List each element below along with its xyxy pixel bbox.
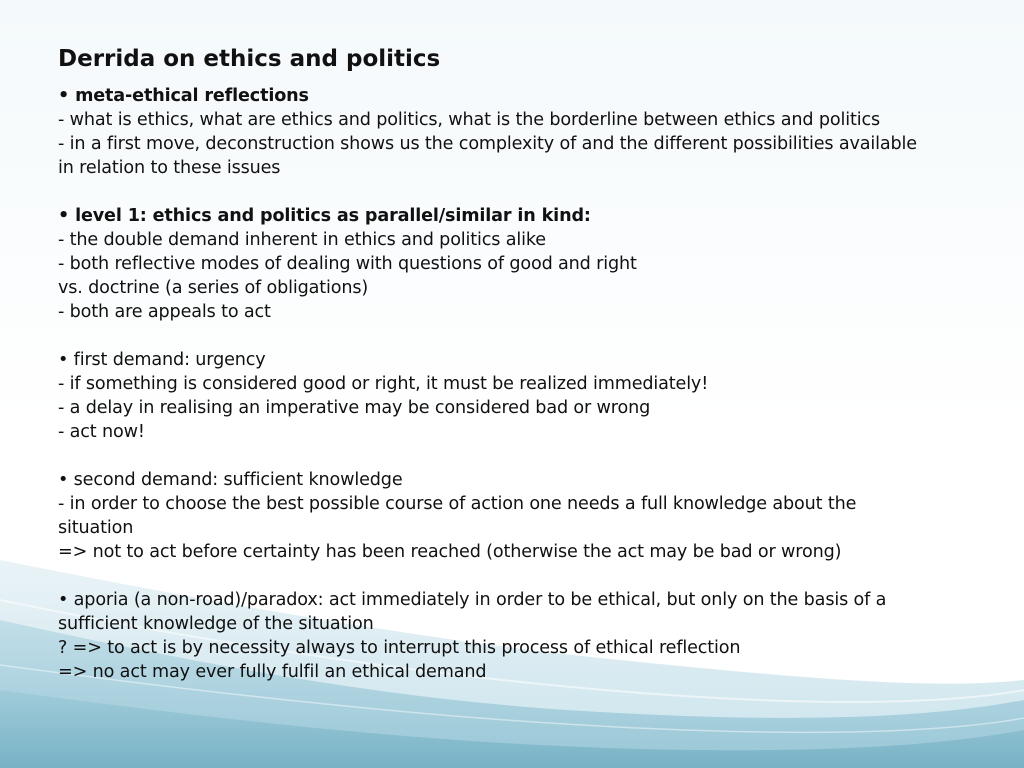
body-text-line: situation: [58, 518, 134, 538]
slide-body: [58, 84, 998, 684]
blank-line: [58, 564, 998, 588]
body-text-line: • first demand: urgency: [58, 350, 266, 370]
body-text-line: => not to act before certainty has been reached (otherwise the act may be bad or wrong): [58, 542, 842, 562]
body-text-line: - in a first move, deconstruction shows us the complexity of and the different possibilities available: [58, 134, 917, 154]
body-text-line: sufficient knowledge of the situation: [58, 614, 374, 634]
body-text-line: • second demand: sufficient knowledge: [58, 470, 403, 490]
body-text-line: - if something is considered good or right, it must be realized immediately!: [58, 374, 709, 394]
body-text-line: - both reflective modes of dealing with questions of good and right: [58, 254, 637, 274]
body-text-line: ? => to act is by necessity always to interrupt this process of ethical reflection: [58, 638, 741, 658]
body-text-line: - a delay in realising an imperative may be considered bad or wrong: [58, 398, 651, 418]
body-text-line: • aporia (a non-road)/paradox: act immediately in order to be ethical, but only on the basis of a: [58, 590, 887, 610]
body-text-line: - act now!: [58, 422, 145, 442]
body-text-line: - both are appeals to act: [58, 302, 271, 322]
body-text-line: in relation to these issues: [58, 158, 281, 178]
section-heading: • level 1: ethics and politics as parallel/similar in kind:: [58, 206, 591, 226]
body-text-line: vs. doctrine (a series of obligations): [58, 278, 369, 298]
body-text-line: => no act may ever fully fulfil an ethical demand: [58, 662, 487, 682]
blank-line: [58, 324, 998, 348]
blank-line: [58, 444, 998, 468]
body-text-line: - the double demand inherent in ethics and politics alike: [58, 230, 546, 250]
slide-content: [58, 44, 998, 684]
blank-line: [58, 180, 998, 204]
body-text-line: - in order to choose the best possible course of action one needs a full knowledge about the: [58, 494, 857, 514]
body-text-line: - what is ethics, what are ethics and politics, what is the borderline between ethics and politics: [58, 110, 880, 130]
slide-title: Derrida on ethics and politics: [58, 46, 441, 72]
section-heading: • meta-ethical reflections: [58, 86, 309, 106]
